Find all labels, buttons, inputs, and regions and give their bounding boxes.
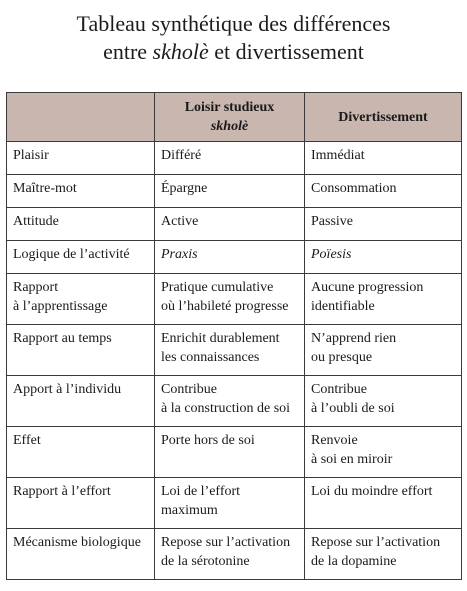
- header-corner-cell: [7, 93, 155, 142]
- cell-line: ou presque: [311, 350, 373, 365]
- cell-line: de la dopamine: [311, 554, 397, 569]
- cell-line: les connaissances: [161, 350, 260, 365]
- cell-line: Praxis: [161, 247, 198, 262]
- page-title: [0, 10, 467, 66]
- title-line-2-prefix: entre: [103, 39, 153, 64]
- table-row: [7, 274, 462, 325]
- divertissement-cell: [305, 529, 462, 580]
- row-label: [7, 478, 155, 529]
- cell-line: Logique de l’activité: [13, 247, 130, 262]
- divertissement-cell: [305, 208, 462, 241]
- cell-line: Active: [161, 214, 199, 229]
- row-label: [7, 529, 155, 580]
- skhole-cell: [155, 325, 305, 376]
- row-label: [7, 241, 155, 274]
- skhole-cell: [155, 241, 305, 274]
- table-row: [7, 175, 462, 208]
- cell-line: à soi en miroir: [311, 452, 393, 467]
- divertissement-cell: [305, 478, 462, 529]
- cell-line: Épargne: [161, 181, 208, 196]
- skhole-cell: [155, 478, 305, 529]
- cell-line: Loi de l’effort: [161, 484, 241, 499]
- cell-line: Rapport à l’effort: [13, 484, 111, 499]
- row-label: [7, 274, 155, 325]
- skhole-cell: [155, 208, 305, 241]
- row-label: [7, 325, 155, 376]
- cell-line: Porte hors de soi: [161, 433, 255, 448]
- header-skhole-line-2: skholè: [210, 119, 249, 134]
- cell-line: Repose sur l’activation: [311, 535, 441, 550]
- cell-line: Loi du moindre effort: [311, 484, 433, 499]
- cell-line: Contribue: [311, 382, 367, 397]
- cell-line: N’apprend rien: [311, 331, 397, 346]
- cell-line: Enrichit durablement: [161, 331, 280, 346]
- cell-line: Plaisir: [13, 148, 49, 163]
- cell-line: où l’habileté progresse: [161, 299, 289, 314]
- header-skhole: [155, 93, 305, 142]
- row-label: [7, 208, 155, 241]
- cell-line: Repose sur l’activation: [161, 535, 291, 550]
- cell-line: Poïesis: [311, 247, 352, 262]
- divertissement-cell: [305, 241, 462, 274]
- comparison-table: [6, 92, 462, 580]
- skhole-cell: [155, 175, 305, 208]
- cell-line: Consommation: [311, 181, 397, 196]
- cell-line: Rapport: [13, 280, 59, 295]
- divertissement-cell: [305, 175, 462, 208]
- cell-line: identifiable: [311, 299, 375, 314]
- table-header-row: [7, 93, 462, 142]
- row-label: [7, 175, 155, 208]
- table-row: [7, 142, 462, 175]
- table-row: [7, 478, 462, 529]
- divertissement-cell: [305, 427, 462, 478]
- cell-line: Mécanisme biologique: [13, 535, 141, 550]
- divertissement-cell: [305, 376, 462, 427]
- table-row: [7, 241, 462, 274]
- cell-line: à l’apprentissage: [13, 299, 108, 314]
- cell-line: maximum: [161, 503, 218, 518]
- title-line-2: [0, 38, 467, 66]
- skhole-cell: [155, 274, 305, 325]
- cell-line: Aucune progression: [311, 280, 424, 295]
- row-label: [7, 427, 155, 478]
- table-row: [7, 529, 462, 580]
- cell-line: Renvoie: [311, 433, 358, 448]
- title-line-2-suffix: et divertissement: [208, 39, 364, 64]
- cell-line: de la sérotonine: [161, 554, 250, 569]
- cell-line: Passive: [311, 214, 353, 229]
- cell-line: Effet: [13, 433, 41, 448]
- skhole-cell: [155, 142, 305, 175]
- table-row: [7, 376, 462, 427]
- header-divertissement: Divertissement: [305, 93, 462, 142]
- divertissement-cell: [305, 274, 462, 325]
- title-line-1: Tableau synthétique des différences: [76, 11, 391, 36]
- cell-line: Attitude: [13, 214, 59, 229]
- cell-line: Contribue: [161, 382, 217, 397]
- header-skhole-line-1: Loisir studieux: [184, 100, 275, 115]
- title-line-2-italic: skholè: [152, 39, 209, 64]
- divertissement-cell: [305, 142, 462, 175]
- table-row: [7, 208, 462, 241]
- cell-line: Différé: [161, 148, 202, 163]
- row-label: [7, 142, 155, 175]
- divertissement-cell: [305, 325, 462, 376]
- cell-line: à la construction de soi: [161, 401, 291, 416]
- skhole-cell: [155, 529, 305, 580]
- table-row: [7, 325, 462, 376]
- table-row: [7, 427, 462, 478]
- cell-line: Immédiat: [311, 148, 365, 163]
- row-label: [7, 376, 155, 427]
- skhole-cell: [155, 376, 305, 427]
- cell-line: à l’oubli de soi: [311, 401, 395, 416]
- cell-line: Pratique cumulative: [161, 280, 274, 295]
- cell-line: Maître-mot: [13, 181, 77, 196]
- cell-line: Rapport au temps: [13, 331, 112, 346]
- skhole-cell: [155, 427, 305, 478]
- cell-line: Apport à l’individu: [13, 382, 122, 397]
